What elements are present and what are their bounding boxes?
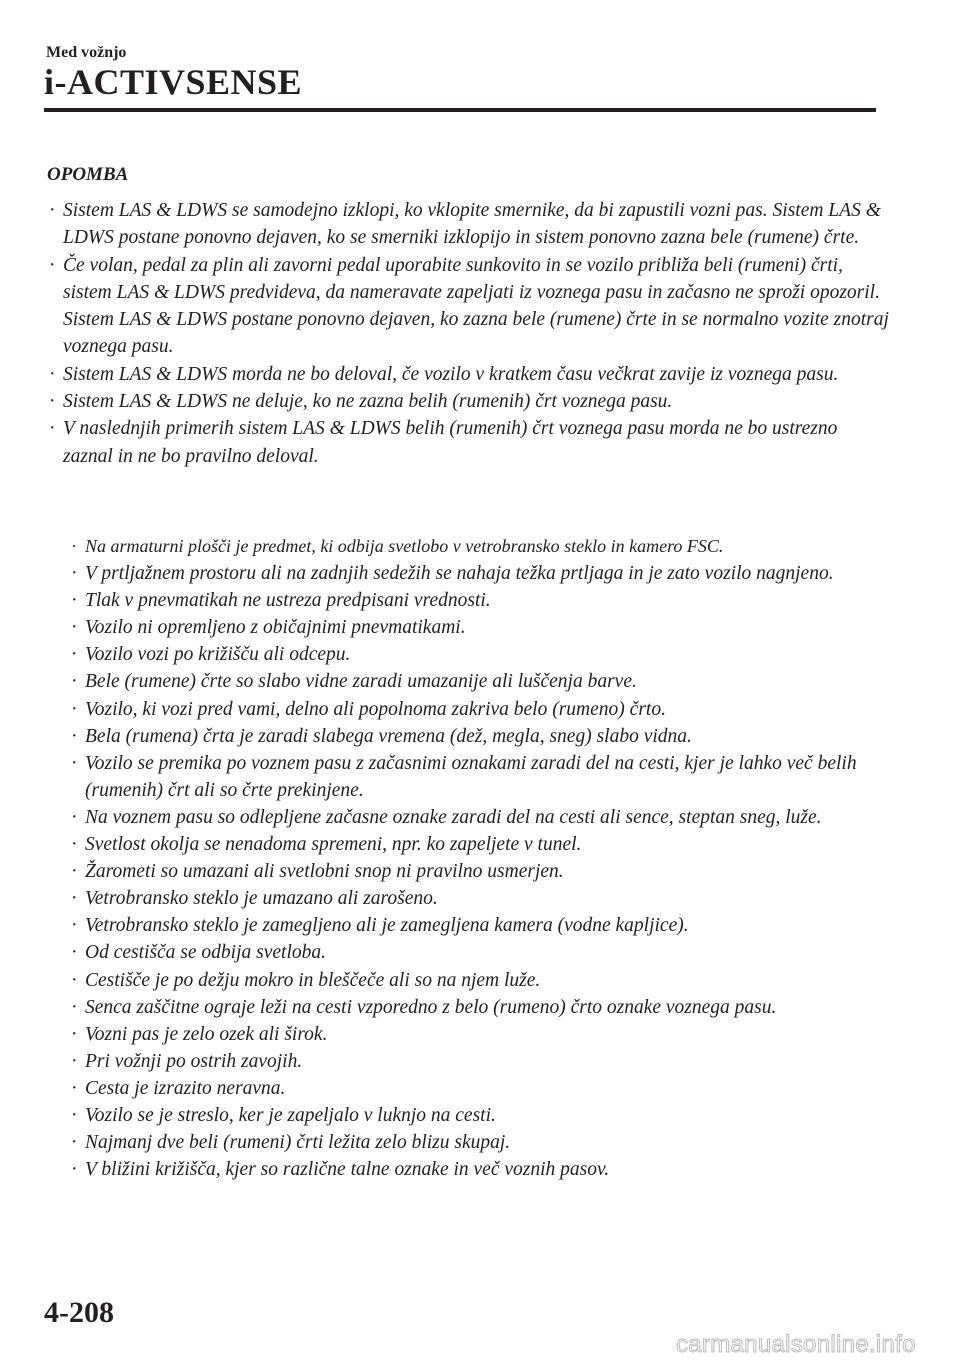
bullet-dot: · — [71, 725, 78, 747]
bullet-dot: · — [71, 996, 78, 1018]
sub-list-item — [69, 641, 891, 668]
sub-list-item-text: V prtljažnem prostoru ali na zadnjih sedežih se nahaja težka prtljaga in je zato vozilo nagnjeno. — [85, 563, 834, 585]
bullet-dot: · — [71, 834, 78, 856]
list-item — [47, 361, 892, 388]
bullet-dot: · — [49, 391, 56, 413]
sub-list-item-text: Cesta je izrazito neravna. — [85, 1077, 286, 1099]
sub-list-item — [69, 858, 891, 885]
note-bullet-list — [47, 197, 892, 470]
sub-list-item — [69, 560, 891, 587]
bullet-dot: · — [71, 915, 78, 937]
conditions-sub-list — [69, 533, 891, 1183]
sub-list-item — [69, 912, 891, 939]
sub-list-item-text: Bele (rumene) črte so slabo vidne zaradi umazanije ali luščenja barve. — [85, 671, 637, 693]
note-heading: OPOMBA — [47, 164, 129, 185]
sub-list-item — [69, 1075, 891, 1102]
bullet-dot: · — [71, 644, 78, 666]
list-item-text: Sistem LAS & LDWS se samodejno izklopi, ko vklopite smernike, da bi zapustili vozni pas. Sistem LAS & LDWS postane ponovno dejaven, ko se smerniki izklopijo in sistem ponovno zazna bele (rumene) črte. — [63, 200, 881, 249]
sub-list-item-text: V bližini križišča, kjer so različne talne oznake in več voznih pasov. — [85, 1159, 610, 1181]
sub-list-item — [69, 696, 891, 723]
sub-list-item — [69, 804, 891, 831]
sub-list-item-text: Cestišče je po dežju mokro in bleščeče ali so na njem luže. — [85, 969, 541, 991]
watermark-text: carmanualsonline.info — [676, 1331, 916, 1358]
bullet-dot: · — [71, 1159, 78, 1181]
sub-list-item-text: Vetrobransko steklo je umazano ali zarošeno. — [85, 888, 438, 910]
sub-list-item — [69, 967, 891, 994]
sub-list-item-text: Senca zaščitne ograje leži na cesti vzporedno z belo (rumeno) črto oznake voznega pasu. — [85, 996, 777, 1018]
sub-list-item — [69, 533, 891, 560]
sub-list-item — [69, 1048, 891, 1075]
sub-list-item-text: Na armaturni plošči je predmet, ki odbija svetlobo v vetrobransko steklo in kamero FSC. — [85, 536, 724, 556]
page-title: i-ACTIVSENSE — [44, 62, 303, 102]
list-item — [47, 388, 892, 415]
list-item — [47, 252, 892, 361]
list-item-text: V naslednjih primerih sistem LAS & LDWS belih (rumenih) črt voznega pasu morda ne bo ustrezno zaznal in ne bo pravilno deloval. — [63, 418, 838, 467]
sub-list-item — [69, 1129, 891, 1156]
sub-list-item-text: Vetrobransko steklo je zamegljeno ali je zamegljena kamera (vodne kapljice). — [85, 915, 689, 937]
bullet-dot: · — [71, 861, 78, 883]
bullet-dot: · — [49, 254, 56, 276]
list-item-text: Če volan, pedal za plin ali zavorni pedal uporabite sunkovito in se vozilo približa beli (rumeni) črti, sistem LAS & LDWS predvideva, da nameravate zapeljati iz voznega pasu in začasno ne sproži opozoril. Sistem LAS & LDWS postane ponovno dejaven, ko zazna bele (rumene) črte in se normalno vozite znotraj voznega pasu. — [63, 254, 889, 358]
sub-list-item — [69, 939, 891, 966]
sub-list-item-text: Najmanj dve beli (rumeni) črti ležita zelo blizu skupaj. — [85, 1132, 511, 1154]
sub-list-item-text: Pri vožnji po ostrih zavojih. — [85, 1050, 303, 1072]
sub-list-item-text: Bela (rumena) črta je zaradi slabega vremena (dež, megla, sneg) slabo vidna. — [85, 725, 692, 747]
bullet-dot: · — [71, 563, 78, 585]
sub-list-item-text: Vozilo se premika po voznem pasu z začasnimi oznakami zaradi del na cesti, kjer je lahko več belih (rumenih) črt ali so črte prekinjene. — [85, 752, 857, 801]
bullet-dot: · — [71, 1077, 78, 1099]
sub-list-item-text: Vozilo, ki vozi pred vami, delno ali popolnoma zakriva belo (rumeno) črto. — [85, 698, 666, 720]
sub-list-item — [69, 885, 891, 912]
sub-list-item — [69, 831, 891, 858]
list-item — [47, 197, 892, 252]
sub-list-item — [69, 1156, 891, 1183]
bullet-dot: · — [71, 698, 78, 720]
bullet-dot: · — [71, 671, 78, 693]
bullet-dot: · — [71, 969, 78, 991]
sub-list-item — [69, 668, 891, 695]
sub-list-item — [69, 1021, 891, 1048]
header-rule — [44, 108, 876, 112]
sub-list-item-text: Vozni pas je zelo ozek ali širok. — [85, 1023, 328, 1045]
page-number: 4-208 — [44, 1296, 114, 1329]
sub-list-item-text: Na voznem pasu so odlepljene začasne oznake zaradi del na cesti ali sence, steptan sneg, luže. — [85, 806, 822, 828]
sub-list-item-text: Vozilo vozi po križišču ali odcepu. — [85, 644, 351, 666]
sub-list-item — [69, 1102, 891, 1129]
sub-list-item — [69, 994, 891, 1021]
bullet-dot: · — [71, 752, 78, 774]
bullet-dot: · — [71, 1104, 78, 1126]
sub-list-item — [69, 587, 891, 614]
bullet-dot: · — [71, 806, 78, 828]
bullet-dot: · — [49, 418, 56, 440]
list-item — [47, 415, 892, 470]
bullet-dot: · — [71, 617, 78, 639]
list-item-text: Sistem LAS & LDWS ne deluje, ko ne zazna belih (rumenih) črt voznega pasu. — [63, 391, 673, 413]
sub-list-item — [69, 723, 891, 750]
sub-list-item-text: Vozilo se je streslo, ker je zapeljalo v luknjo na cesti. — [85, 1104, 496, 1126]
bullet-dot: · — [49, 200, 56, 221]
sub-list-item-text: Žarometi so umazani ali svetlobni snop ni pravilno usmerjen. — [85, 861, 564, 883]
bullet-dot: · — [71, 536, 77, 556]
bullet-dot: · — [71, 1132, 78, 1154]
sub-list-item-text: Vozilo ni opremljeno z običajnimi pnevmatikami. — [85, 617, 466, 639]
sub-list-item — [69, 750, 891, 804]
section-label: Med vožnjo — [46, 44, 127, 61]
list-item-text: Sistem LAS & LDWS morda ne bo deloval, če vozilo v kratkem času večkrat zavije iz voznega pasu. — [63, 363, 839, 385]
bullet-dot: · — [71, 888, 78, 910]
sub-list-item-text: Od cestišča se odbija svetloba. — [85, 942, 326, 964]
bullet-dot: · — [71, 942, 78, 964]
sub-list-item — [69, 614, 891, 641]
bullet-dot: · — [71, 1023, 78, 1045]
sub-list-item-text: Svetlost okolja se nenadoma spremeni, npr. ko zapeljete v tunel. — [85, 834, 582, 856]
bullet-dot: · — [71, 590, 78, 612]
sub-list-item-text: Tlak v pnevmatikah ne ustreza predpisani vrednosti. — [85, 590, 491, 612]
bullet-dot: · — [49, 363, 56, 385]
bullet-dot: · — [71, 1050, 78, 1072]
